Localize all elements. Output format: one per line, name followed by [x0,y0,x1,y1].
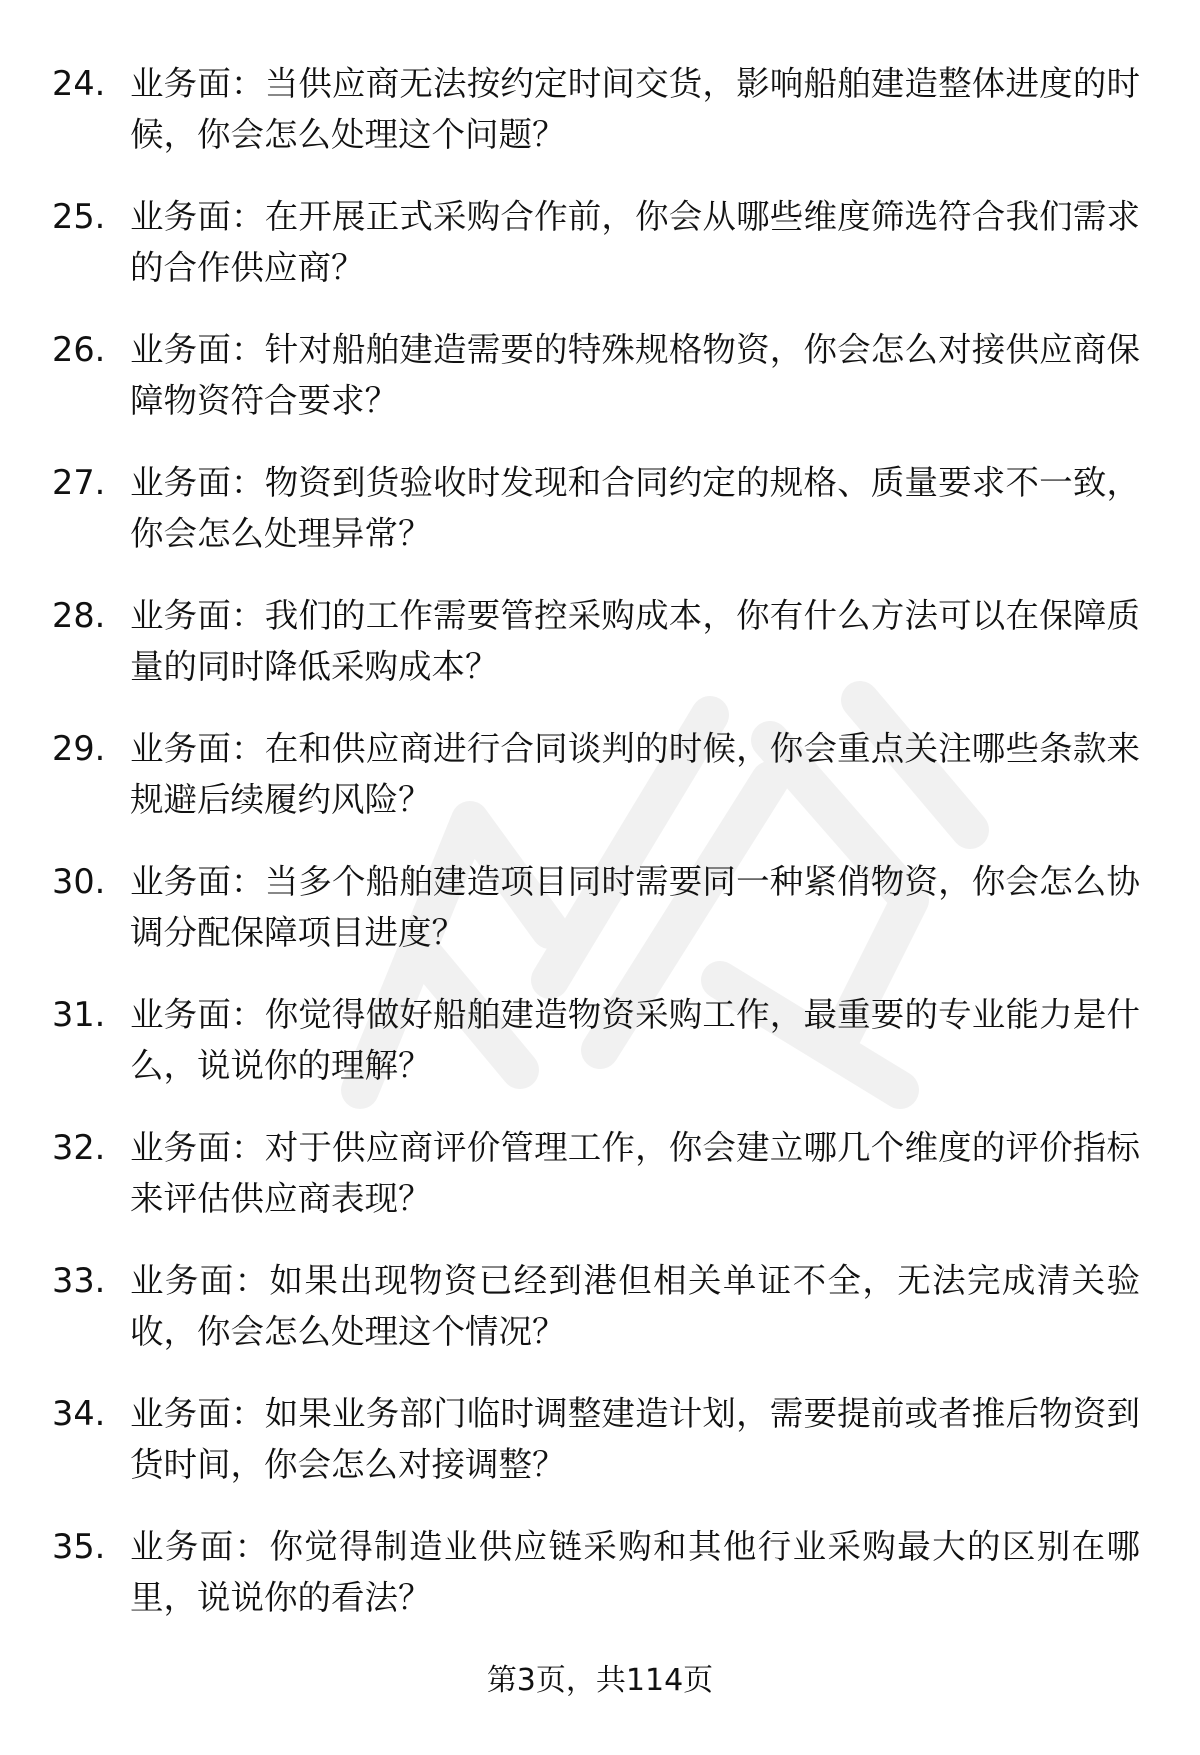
question-item-28 [52,590,1152,723]
question-number: 32. [52,1128,106,1167]
question-text: 业务面：在和供应商进行合同谈判的时候，你会重点关注哪些条款来规避后续履约风险？ [130,729,1140,819]
question-list [52,58,1152,1654]
question-number: 30. [52,862,106,901]
question-text: 业务面：如果出现物资已经到港但相关单证不全，无法完成清关验收，你会怎么处理这个情况？ [130,1261,1140,1351]
question-number: 35. [52,1527,106,1566]
question-text: 业务面：你觉得制造业供应链采购和其他行业采购最大的区别在哪里，说说你的看法？ [130,1527,1140,1617]
question-text: 业务面：在开展正式采购合作前，你会从哪些维度筛选符合我们需求的合作供应商？ [130,197,1140,287]
question-number: 28. [52,596,106,635]
question-item-33 [52,1255,1152,1388]
question-text: 业务面：对于供应商评价管理工作，你会建立哪几个维度的评价指标来评估供应商表现？ [130,1128,1140,1218]
question-number: 24. [52,64,106,103]
question-text: 业务面：物资到货验收时发现和合同约定的规格、质量要求不一致，你会怎么处理异常？ [130,463,1140,553]
question-text: 业务面：我们的工作需要管控采购成本，你有什么方法可以在保障质量的同时降低采购成本？ [130,596,1140,686]
question-item-35 [52,1521,1152,1654]
question-number: 25. [52,197,106,236]
question-number: 29. [52,729,106,768]
question-number: 26. [52,330,106,369]
question-number: 27. [52,463,106,502]
question-item-29 [52,723,1152,856]
question-item-30 [52,856,1152,989]
question-text: 业务面：当多个船舶建造项目同时需要同一种紧俏物资，你会怎么协调分配保障项目进度？ [130,862,1140,952]
question-number: 33. [52,1261,106,1300]
question-item-26 [52,324,1152,457]
question-item-32 [52,1122,1152,1255]
question-text: 业务面：针对船舶建造需要的特殊规格物资，你会怎么对接供应商保障物资符合要求？ [130,330,1140,420]
page-number-footer: 第3页，共114页 [486,1663,714,1698]
question-text: 业务面：如果业务部门临时调整建造计划，需要提前或者推后物资到货时间，你会怎么对接调整？ [130,1394,1140,1484]
question-number: 31. [52,995,106,1034]
question-item-31 [52,989,1152,1122]
question-number: 34. [52,1394,106,1433]
question-item-24 [52,58,1152,191]
question-text: 业务面：当供应商无法按约定时间交货，影响船舶建造整体进度的时候，你会怎么处理这个问题？ [130,64,1140,154]
question-item-34 [52,1388,1152,1521]
question-item-25 [52,191,1152,324]
question-item-27 [52,457,1152,590]
question-text: 业务面：你觉得做好船舶建造物资采购工作，最重要的专业能力是什么，说说你的理解？ [130,995,1140,1085]
